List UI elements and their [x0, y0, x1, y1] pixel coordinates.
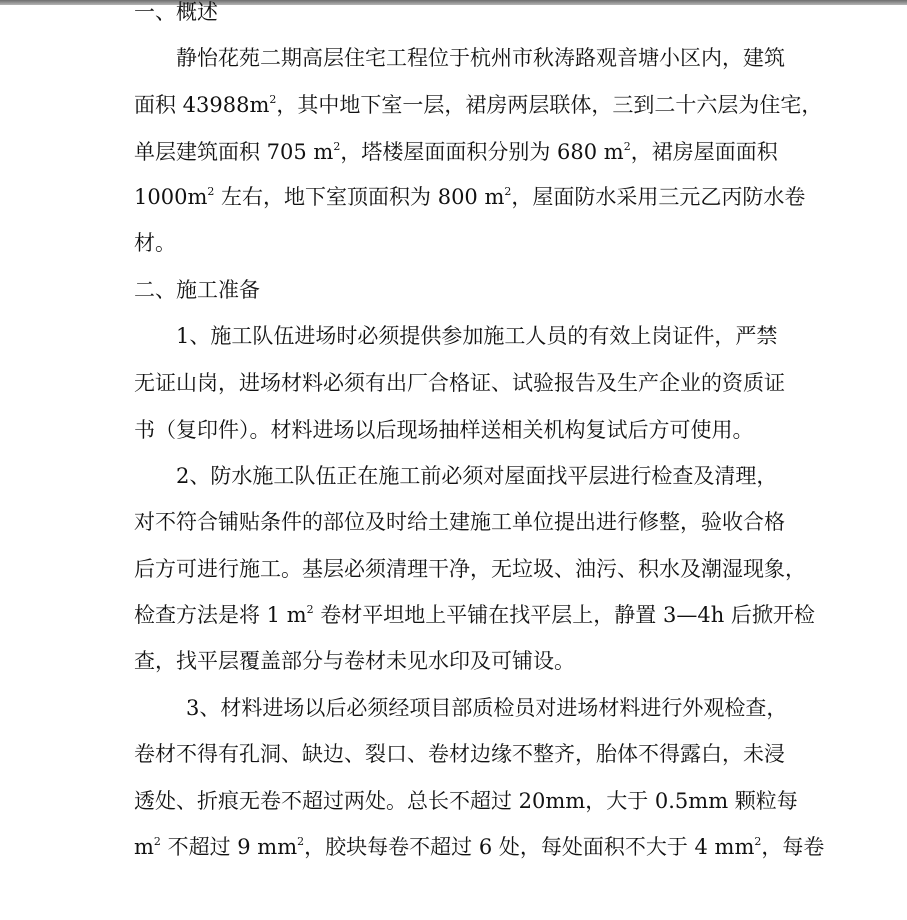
paragraph-line: 面积 $43988m^2$，其中地下室一层，裙房两层联体，三到二十六层为住宅，	[134, 93, 823, 117]
paragraph-line: 材。	[134, 231, 176, 255]
paragraph-line: 书（复印件）。材料进场以后现场抽样送相关机构复试后方可使用。	[134, 418, 754, 442]
paragraph-line: 2、防水施工队伍正在施工前必须对屋面找平层进行检查及清理，	[176, 464, 778, 488]
paragraph-line: $1000m^2$ 左右，地下室顶面积为 800 $m^2$，屋面防水采用三元乙丙防水卷	[134, 185, 806, 209]
paragraph-line: 检查方法是将 1 $m^2$ 卷材平坦地上平铺在找平层上，静置 3—4h 后掀开检	[134, 603, 815, 627]
paragraph-line: 无证山岗，进场材料必须有出厂合格证、试验报告及生产企业的资质证	[134, 371, 785, 395]
paragraph-line: 1、施工队伍进场时必须提供参加施工人员的有效上岗证件，严禁	[176, 324, 778, 348]
paragraph-line: 单层建筑面积 705 $m^2$，塔楼屋面面积分别为 680 $m^2$，裙房屋面面积	[134, 140, 778, 164]
paragraph-line: 透处、折痕无卷不超过两处。总长不超过 20mm，大于 0.5mm 颗粒每	[134, 789, 798, 813]
heading-overview: 一、概述	[134, 0, 218, 24]
paragraph-line: 静怡花苑二期高层住宅工程位于杭州市秋涛路观音塘小区内，建筑	[176, 46, 785, 70]
paragraph-line: 查，找平层覆盖部分与卷材未见水印及可铺设。	[134, 649, 575, 673]
paragraph-line: 3、材料进场以后必须经项目部质检员对进场材料进行外观检查，	[186, 696, 788, 720]
paragraph-line: $m^2$ 不超过 9 $mm^2$，胶块每卷不超过 6 处，每处面积不大于 4 $mm^2$，每卷	[134, 835, 825, 859]
paragraph-line: 对不符合铺贴条件的部位及时给土建施工单位提出进行修整，验收合格	[134, 510, 785, 534]
paragraph-line: 后方可进行施工。基层必须清理干净，无垃圾、油污、积水及潮湿现象，	[134, 557, 806, 581]
paragraph-line: 卷材不得有孔洞、缺边、裂口、卷材边缘不整齐，胎体不得露白，未浸	[134, 742, 785, 766]
heading-preparation: 二、施工准备	[134, 278, 260, 302]
